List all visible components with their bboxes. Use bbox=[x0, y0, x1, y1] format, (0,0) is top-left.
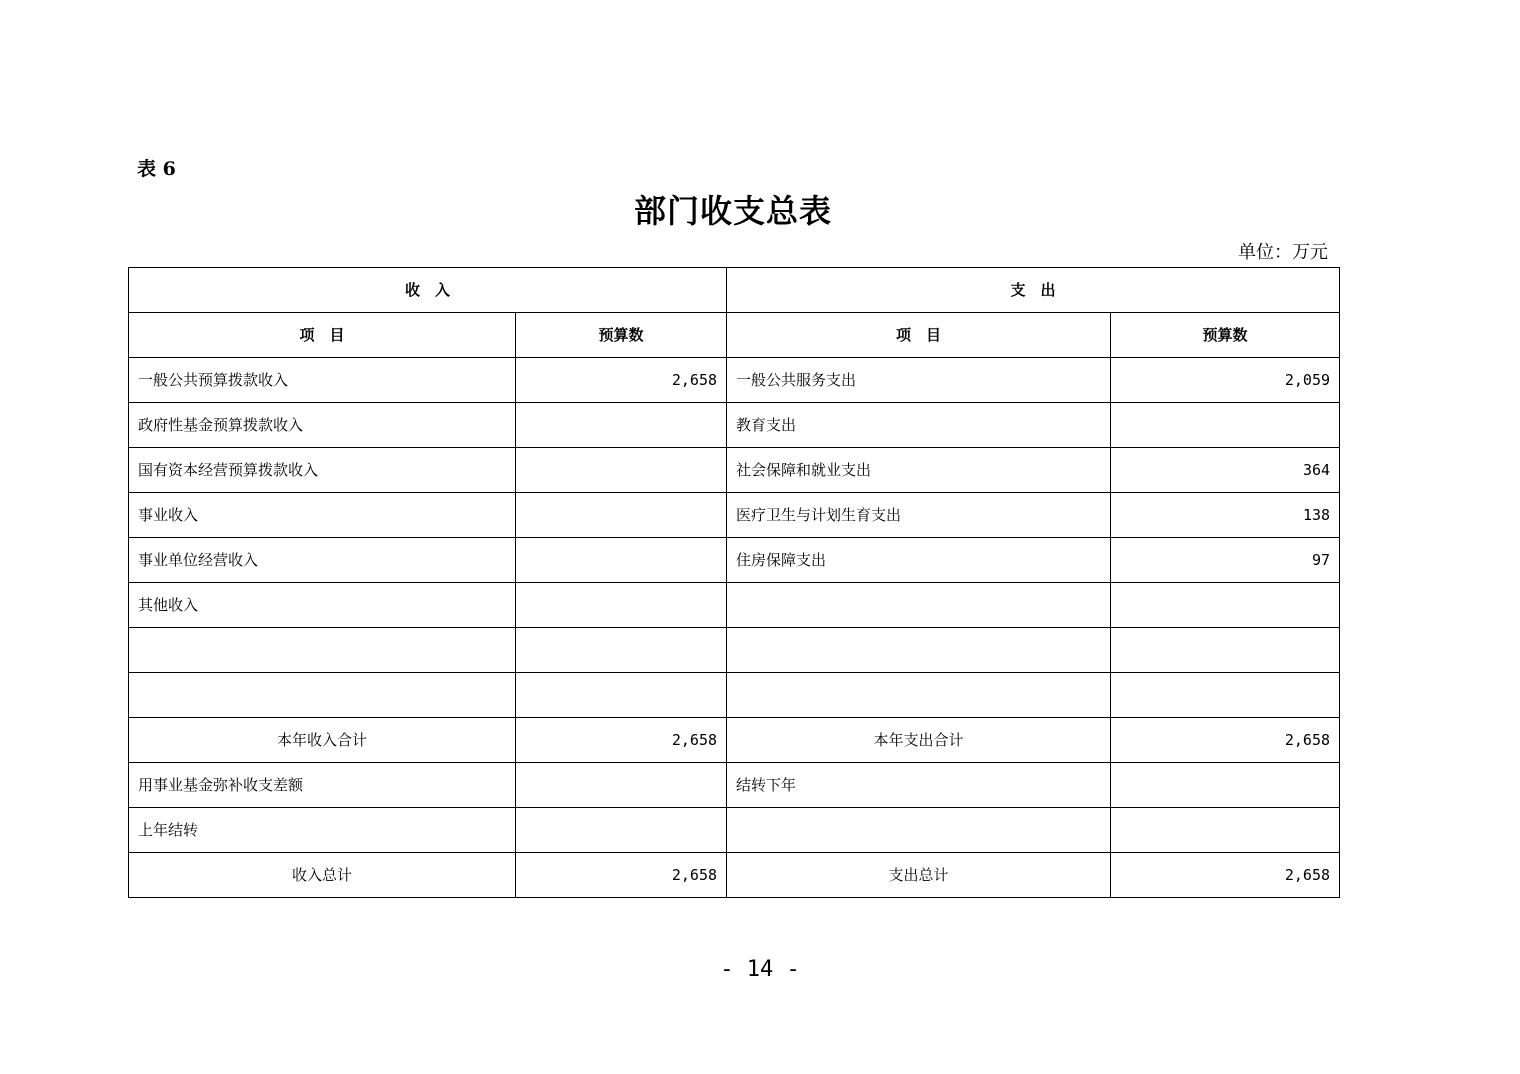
budget-table bbox=[128, 267, 1340, 898]
income-value bbox=[516, 628, 727, 673]
column-header-row bbox=[129, 313, 1340, 358]
income-value bbox=[516, 763, 727, 808]
table-row bbox=[129, 538, 1340, 583]
expense-value: 138 bbox=[1111, 493, 1340, 538]
income-item: 用事业基金弥补收支差额 bbox=[129, 763, 516, 808]
expense-item: 住房保障支出 bbox=[727, 538, 1111, 583]
table-row bbox=[129, 763, 1340, 808]
income-item: 事业收入 bbox=[129, 493, 516, 538]
income-total-value: 2,658 bbox=[516, 853, 727, 898]
income-value bbox=[516, 493, 727, 538]
income-value bbox=[516, 448, 727, 493]
subtotal-row bbox=[129, 718, 1340, 763]
income-total-label: 收入总计 bbox=[129, 853, 516, 898]
income-value bbox=[516, 673, 727, 718]
section-header-row bbox=[129, 268, 1340, 313]
income-value bbox=[516, 538, 727, 583]
income-subtotal-value: 2,658 bbox=[516, 718, 727, 763]
expense-item-header: 项 目 bbox=[727, 313, 1111, 358]
expense-item: 社会保障和就业支出 bbox=[727, 448, 1111, 493]
table-number: 表 6 bbox=[137, 158, 176, 180]
table-row bbox=[129, 808, 1340, 853]
expense-budget-header: 预算数 bbox=[1111, 313, 1340, 358]
income-item: 国有资本经营预算拨款收入 bbox=[129, 448, 516, 493]
expense-item bbox=[727, 628, 1111, 673]
table-row bbox=[129, 673, 1340, 718]
income-budget-header: 预算数 bbox=[516, 313, 727, 358]
income-item: 政府性基金预算拨款收入 bbox=[129, 403, 516, 448]
expense-item: 结转下年 bbox=[727, 763, 1111, 808]
income-item: 其他收入 bbox=[129, 583, 516, 628]
expense-item: 一般公共服务支出 bbox=[727, 358, 1111, 403]
income-item-header: 项 目 bbox=[129, 313, 516, 358]
expense-value: 97 bbox=[1111, 538, 1340, 583]
expense-subtotal-label: 本年支出合计 bbox=[727, 718, 1111, 763]
expense-total-label: 支出总计 bbox=[727, 853, 1111, 898]
table-row bbox=[129, 403, 1340, 448]
table-row bbox=[129, 583, 1340, 628]
expense-total-value: 2,658 bbox=[1111, 853, 1340, 898]
income-value: 2,658 bbox=[516, 358, 727, 403]
expense-item: 教育支出 bbox=[727, 403, 1111, 448]
expense-value: 2,059 bbox=[1111, 358, 1340, 403]
income-item: 事业单位经营收入 bbox=[129, 538, 516, 583]
income-subtotal-label: 本年收入合计 bbox=[129, 718, 516, 763]
expense-value bbox=[1111, 673, 1340, 718]
expense-value: 364 bbox=[1111, 448, 1340, 493]
expense-item bbox=[727, 673, 1111, 718]
income-value bbox=[516, 403, 727, 448]
table-row bbox=[129, 628, 1340, 673]
expense-value bbox=[1111, 763, 1340, 808]
expense-item bbox=[727, 583, 1111, 628]
expense-item bbox=[727, 808, 1111, 853]
income-section-header: 收 入 bbox=[129, 268, 727, 313]
table-row bbox=[129, 493, 1340, 538]
table-row bbox=[129, 358, 1340, 403]
expense-section-header: 支 出 bbox=[727, 268, 1340, 313]
total-row bbox=[129, 853, 1340, 898]
income-item bbox=[129, 628, 516, 673]
income-value bbox=[516, 808, 727, 853]
table-row bbox=[129, 448, 1340, 493]
expense-value bbox=[1111, 583, 1340, 628]
page-number: - 14 - bbox=[720, 957, 800, 982]
unit-label: 单位：万元 bbox=[1238, 242, 1328, 263]
expense-value bbox=[1111, 403, 1340, 448]
income-item: 上年结转 bbox=[129, 808, 516, 853]
expense-value bbox=[1111, 808, 1340, 853]
expense-value bbox=[1111, 628, 1340, 673]
income-value bbox=[516, 583, 727, 628]
page-title: 部门收支总表 bbox=[633, 192, 832, 230]
income-item bbox=[129, 673, 516, 718]
income-item: 一般公共预算拨款收入 bbox=[129, 358, 516, 403]
expense-item: 医疗卫生与计划生育支出 bbox=[727, 493, 1111, 538]
expense-subtotal-value: 2,658 bbox=[1111, 718, 1340, 763]
